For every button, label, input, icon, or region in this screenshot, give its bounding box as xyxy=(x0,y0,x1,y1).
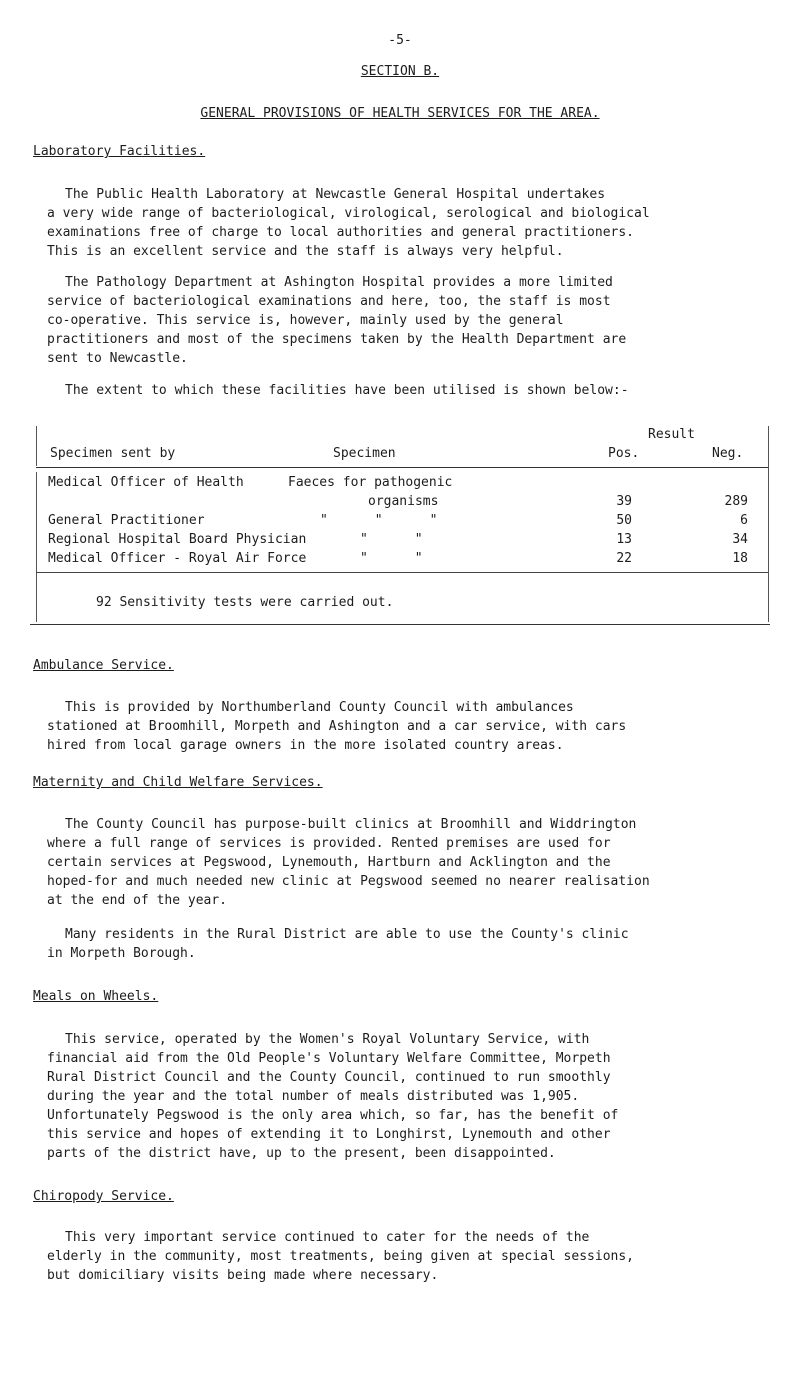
chiropody-paragraph: This very important service continued to cater for the needs of the elderly in the community, most treatments, being given at special sessions, but domiciliary visits being made where necessary. xyxy=(47,1230,634,1283)
row-pos: 13 xyxy=(616,532,632,547)
row-specimen: " " xyxy=(360,551,423,566)
row-sent-by: General Practitioner xyxy=(48,513,205,528)
table-left-border-lower xyxy=(36,472,37,622)
specimen-header: Specimen xyxy=(333,446,396,461)
row-specimen: " " " xyxy=(320,513,438,528)
maternity-heading: Maternity and Child Welfare Services. xyxy=(33,775,323,790)
row-neg: 6 xyxy=(740,513,748,528)
row-specimen: Faeces for pathogenic xyxy=(288,475,453,490)
row-neg: 289 xyxy=(724,494,748,509)
row-specimen: " " xyxy=(360,532,423,547)
pos-header: Pos. xyxy=(608,446,640,461)
row-pos: 50 xyxy=(616,513,632,528)
row-neg: 18 xyxy=(732,551,748,566)
row-pos: 39 xyxy=(616,494,632,509)
row-specimen-line2: organisms xyxy=(368,494,439,509)
ambulance-heading: Ambulance Service. xyxy=(33,658,174,673)
lab-paragraph-3: The extent to which these facilities have been utilised is shown below:- xyxy=(65,383,629,398)
table-right-border xyxy=(768,426,769,622)
sent-by-header: Specimen sent by xyxy=(50,446,176,461)
ambulance-paragraph: This is provided by Northumberland County Council with ambulances stationed at Broomhill, Morpeth and Ashington and a car service, with cars hired from local garage owners in the more isolated country areas. xyxy=(47,700,627,753)
lab-heading: Laboratory Facilities. xyxy=(33,144,206,159)
maternity-paragraph-2: Many residents in the Rural District are able to use the County's clinic in Morpeth Borough. xyxy=(47,927,629,961)
row-sent-by: Regional Hospital Board Physician xyxy=(48,532,307,547)
table-footnote: 92 Sensitivity tests were carried out. xyxy=(96,595,394,610)
meals-heading: Meals on Wheels. xyxy=(33,989,159,1004)
general-heading: GENERAL PROVISIONS OF HEALTH SERVICES FOR THE AREA. xyxy=(200,106,600,121)
lab-paragraph-1: The Public Health Laboratory at Newcastle General Hospital undertakes a very wide range of bacteriological, virological, serological and biological examinations free of charge to local authorities and general practitioners. This is an excellent service and the staff is always very helpful. xyxy=(47,187,650,259)
table-left-border xyxy=(36,426,37,466)
maternity-paragraph-1: The County Council has purpose-built clinics at Broomhill and Widdrington where a full range of services is provided. Rented premises are used for certain services at Pegswood, Lynemouth, Hartburn and Acklington and the hoped-for and much needed new clinic at Pegswood seemed no nearer realisation at the end of the year. xyxy=(47,817,650,908)
result-header: Result xyxy=(648,427,695,442)
page-number: -5- xyxy=(388,33,412,48)
row-pos: 22 xyxy=(616,551,632,566)
row-neg: 34 xyxy=(732,532,748,547)
table-bottom-rule xyxy=(30,624,770,625)
lab-paragraph-2: The Pathology Department at Ashington Hospital provides a more limited service of bacteriological examinations and here, too, the staff is most co-operative. This service is, however, mainly used by the general practitioners and most of the specimens taken by the Health Department are sent to Newcastle. xyxy=(47,275,627,366)
table-header-rule xyxy=(36,467,768,468)
table-body-rule xyxy=(36,572,768,573)
row-sent-by: Medical Officer of Health xyxy=(48,475,244,490)
row-sent-by: Medical Officer - Royal Air Force xyxy=(48,551,307,566)
meals-paragraph: This service, operated by the Women's Royal Voluntary Service, with financial aid from the Old People's Voluntary Welfare Committee, Morpeth Rural District Council and the County Council, continued to run smoothly during the year and the total number of meals distributed was 1,905. Unfortunately Pegswood is the only area which, so far, has the benefit of this service and hopes of extending it to Longhirst, Lynemouth and other parts of the district have, up to the present, been disappointed. xyxy=(47,1032,619,1161)
neg-header: Neg. xyxy=(712,446,744,461)
chiropody-heading: Chiropody Service. xyxy=(33,1189,174,1204)
section-title: SECTION B. xyxy=(360,64,440,79)
